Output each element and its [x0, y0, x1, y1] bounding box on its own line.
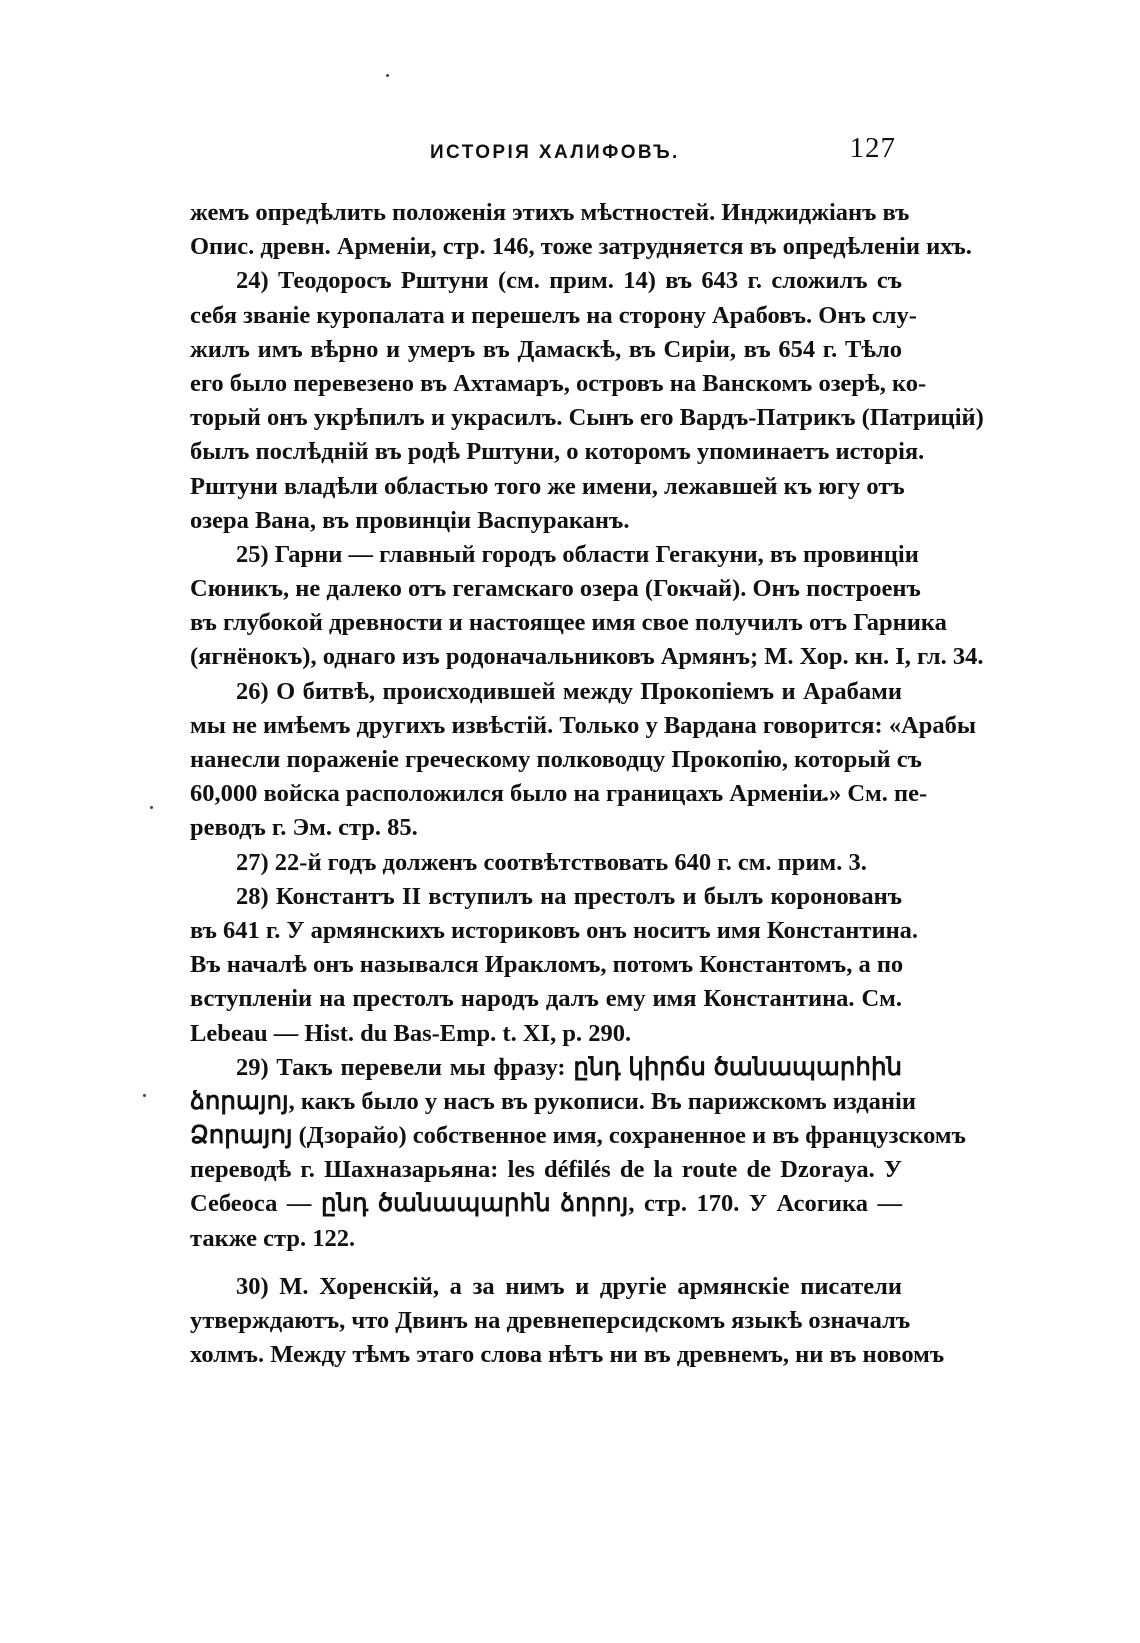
- text-line: (ягнёнокъ), однаго изъ родоначальниковъ Армянъ; М. Хор. кн. I, гл. 34.: [190, 643, 984, 671]
- text-line: 60,000 войска расположился было на границахъ Арменіи.» См. пе-: [190, 780, 928, 808]
- text-line: утверждаютъ, что Двинъ на древнеперсидскомъ языкѣ означалъ: [190, 1307, 911, 1334]
- note-26-line: 26) О битвѣ, происходившей между Прокопіемъ и Арабами: [236, 677, 902, 705]
- text-line: холмъ. Между тѣмъ этаго слова нѣтъ ни въ древнемъ, ни въ новомъ: [190, 1341, 945, 1369]
- text-line: въ глубокой древности и настоящее имя свое получилъ отъ Гарника: [190, 609, 947, 637]
- note-24-line: 24) Теодоросъ Рштуни (см. прим. 14) въ 643 г. сложилъ съ: [236, 267, 902, 295]
- text-line: ձորայոյ, какъ было у насъ въ рукописи. Въ парижскомъ изданіи: [190, 1087, 916, 1115]
- ink-speck: [386, 74, 389, 77]
- text-line: былъ послѣдній въ родѣ Рштуни, о которомъ упоминаетъ исторія.: [190, 438, 925, 466]
- text-line: Сюникъ, не далеко отъ гегамскаго озера (Гокчай). Онъ построенъ: [190, 575, 921, 603]
- page-number: 127: [849, 132, 896, 164]
- text-line: Опис. древн. Арменіи, стр. 146, тоже затрудняется въ опредѣленіи ихъ.: [190, 233, 972, 261]
- note-29-line: 29) Такъ перевели мы фразу: ընդ կիրճս ծանապարհին: [236, 1053, 902, 1081]
- note-25-line: 25) Гарни — главный городъ области Гегакуни, въ провинціи: [236, 540, 919, 568]
- paragraph-gap: [190, 1256, 902, 1270]
- text-line: Въ началѣ онъ назывался Иракломъ, потомъ Константомъ, а по: [190, 951, 904, 979]
- text-line: въ 641 г. У армянскихъ историковъ онъ носитъ имя Константина.: [190, 916, 919, 944]
- text-line: также стр. 122.: [190, 1224, 356, 1252]
- body-text: [190, 196, 984, 1372]
- note-27-line: 27) 22-й годъ долженъ соотвѣтствовать 640 г. см. прим. 3.: [236, 848, 867, 876]
- text-line: жилъ имъ вѣрно и умеръ въ Дамаскѣ, въ Сиріи, въ 654 г. Тѣло: [190, 335, 902, 363]
- ink-speck: [150, 806, 153, 809]
- text-line: мы не имѣемъ другихъ извѣстій. Только у Вардана говорится: «Арабы: [190, 711, 977, 739]
- running-title: ИСТОРІЯ ХАЛИФОВЪ.: [430, 142, 680, 163]
- text-line: озера Вана, въ провинціи Васпураканъ.: [190, 506, 630, 534]
- text-line: Рштуни владѣли областью того же имени, лежавшей къ югу отъ: [190, 472, 905, 500]
- text-line: Ձորայոյ (Дзорайо) собственное имя, сохраненное и въ французскомъ: [190, 1122, 966, 1150]
- ink-speck: [143, 1094, 146, 1097]
- text-line: себя званіе куропалата и перешелъ на сторону Арабовъ. Онъ слу-: [190, 301, 917, 329]
- text-line: нанесли пораженіе греческому полководцу Прокопію, который съ: [190, 746, 922, 773]
- text-line: реводъ г. Эм. стр. 85.: [190, 814, 418, 842]
- text-line: Себеоса — ընդ ծանապարհն ձորոյ, стр. 170. У Асогика —: [190, 1190, 902, 1218]
- text-line: вступленіи на престолъ народъ далъ ему имя Константина. См.: [190, 985, 902, 1013]
- text-line: торый онъ укрѣпилъ и украсилъ. Сынъ его Вардъ-Патрикъ (Патрицій): [190, 404, 984, 432]
- note-28-line: 28) Константъ II вступилъ на престолъ и былъ коронованъ: [236, 882, 902, 910]
- running-header: [190, 132, 902, 176]
- text-line: жемъ опредѣлить положенія этихъ мѣстностей. Инджиджіанъ въ: [190, 199, 910, 226]
- note-30-line: 30) М. Хоренскій, а за нимъ и другіе армянскіе писатели: [236, 1272, 902, 1300]
- text-line: переводѣ г. Шахназарьяна: les défilés de la route de Dzoraya. У: [190, 1156, 902, 1184]
- text-line: его было перевезено въ Ахтамаръ, островъ на Ванскомъ озерѣ, ко-: [190, 369, 927, 397]
- text-line: Lebeau — Hist. du Bas-Emp. t. XI, p. 290.: [190, 1019, 632, 1047]
